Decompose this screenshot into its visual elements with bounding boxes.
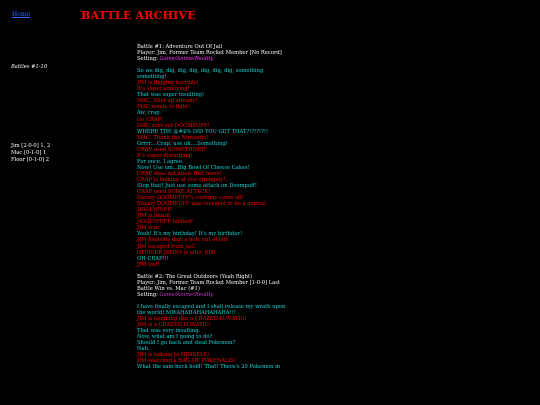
transcript-line: OH CRAP!!! [137, 255, 169, 262]
home-link[interactable]: Home [12, 11, 31, 18]
record-jim: Jim [2-0-0] 1, 2 [11, 143, 51, 149]
transcript-line: For once, I agree. [137, 158, 184, 165]
battle-1-title: Battle #1: Adventure Out Of Jail [137, 44, 223, 50]
transcript-line: JIM searched a BAG OF POKENALIS! [137, 358, 237, 365]
transcript-line: OFFICER JENNY is after JIM! [137, 249, 216, 256]
transcript-line: Now! Use um...Big Bowl Of Cheese Cakes! [137, 164, 250, 171]
transcript-line: Yeah! It's my birthday! It's my birthday! [137, 231, 243, 238]
transcript-line: Stop that! Just use some attack on Doompuff! [137, 183, 257, 190]
transcript-line: JIM won! [137, 225, 162, 232]
battle-2-players-cont: Battle Win vs. Mac (#1) [137, 285, 200, 292]
record-mac: Mac [0-1-0] 1 [11, 150, 47, 157]
transcript-line: JIM foolishly digs a hole out of jail! [137, 237, 230, 244]
transcript-line: Now, what am I going to do? [137, 334, 213, 341]
transcript-line: It's super disturbing! [137, 152, 193, 159]
transcript-line: That was very insulting. [137, 328, 201, 335]
transcript-line: WHERE THE @#$% DID YOU GET THAT?!?!?!?!! [137, 128, 269, 135]
setting-value: Game/Anime/Reality [159, 56, 214, 63]
transcript-line: something! [137, 74, 167, 81]
battle-2-transcript [137, 304, 287, 371]
transcript-line: CRAP does not know that move! [137, 170, 222, 177]
battle-2-title: Battle #2: The Great Outdoors (Yeah Right) [137, 273, 253, 280]
transcript-line: Nah. [137, 346, 150, 353]
transcript-line: CRAP used SOME ATTACK! [137, 189, 211, 196]
setting-label: Setting: [137, 56, 158, 63]
transcript-line: CRAP used SOMETHING! [137, 146, 206, 153]
page-title: BATTLE ARCHIVE [81, 9, 196, 22]
setting-value: Game/Anime/Reality [159, 291, 214, 298]
transcript-line: That was super insulting! [137, 92, 205, 99]
transcript-line: Go CRAP! [137, 116, 164, 123]
transcript-line: Aw, crap. [137, 110, 162, 117]
transcript-line: JIM lost! [137, 261, 160, 268]
battle-log [137, 44, 287, 370]
transcript-line: JIGGLYPUFF fainted! [137, 219, 194, 226]
transcript-line: Grrrr....Crap, use uh....Something! [137, 140, 228, 147]
transcript-line: JIM is talking to HIMSELF! [137, 352, 210, 359]
transcript-line: JIM escaped from jail! [137, 243, 196, 250]
battle-1-transcript [137, 68, 287, 268]
transcript-line: MAC wants to fight! [137, 104, 191, 111]
transcript-line: It's super annoying! [137, 86, 190, 93]
transcript-line: I have finally escaped and I shall release my wrath upon [137, 303, 286, 310]
transcript-line: What the sam-heck hold! That! There's 20 Pokemon in [137, 364, 281, 371]
transcript-line: JIM is laughing like a CRAZED LUNATIC! [137, 315, 247, 322]
battle-1-players: Player: Jim, Former Team Rocket Member [No Record] [137, 50, 282, 57]
transcript-line: Should I go back and steal Pokemon? [137, 340, 236, 347]
transcript-line: So we dig, dig, dig, dig, dig, dig, dig, something [137, 68, 264, 75]
battle-2-players: Player: Jim, Former Team Rocket Member [1-0-0] Last [137, 279, 280, 286]
transcript-line: JIM is foiled! [137, 213, 171, 220]
transcript-line: the world! MWAHAHAHAHAHAHA!!! [137, 309, 236, 316]
transcript-line: CRAP is looking at you strangely! [137, 176, 226, 183]
transcript-line: JIM is digging horrible! [137, 80, 199, 87]
battles-range-link[interactable]: Battles #1-10 [11, 64, 48, 70]
transcript-line: MAC: Shut up already! [137, 98, 198, 105]
setting-label: Setting: [137, 291, 158, 298]
record-floor: Floor [0-1-0] 2 [11, 157, 50, 164]
player-records [11, 143, 50, 165]
transcript-line: JIGGLYPUFF! [137, 207, 174, 214]
transcript-line: MAC: Thank the Nintendo! [137, 134, 209, 141]
transcript-line: Enemy DOOMPUFF was revealed to be a normal [137, 201, 266, 208]
transcript-line: JIM is a CRAZED LUNATIC! [137, 322, 211, 329]
transcript-line: MAC sent out DOOMPUFF! [137, 122, 210, 129]
transcript-line: Enemy DOOMPUFF's costume came off! [137, 195, 244, 202]
